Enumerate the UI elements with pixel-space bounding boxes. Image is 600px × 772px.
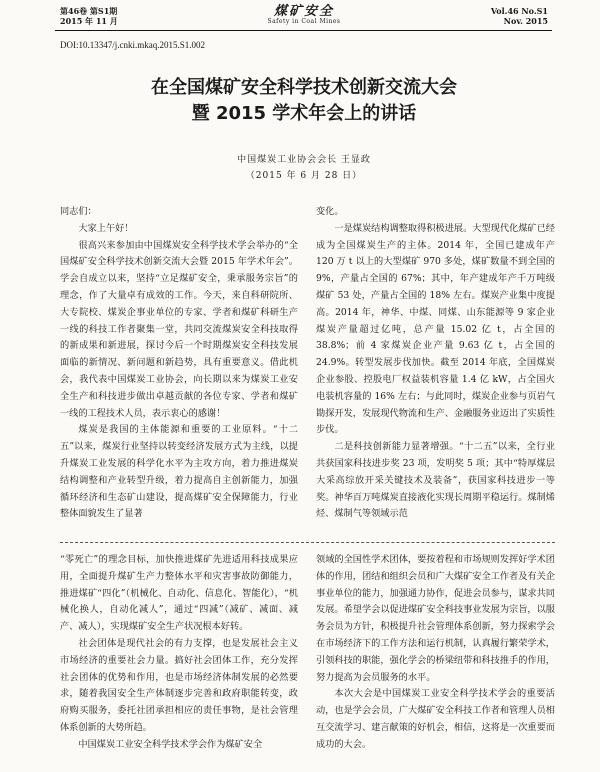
speech-date: （2015 年 6 月 28 日）	[245, 171, 363, 181]
paragraph: “零死亡”的理念目标，加快推进煤矿先进适用科技成果应用，全面提升煤矿生产力整体水平和灾害事故防御能力，推进煤矿“四化”（机械化、自动化、信息化、智能化），“机械化换人，自动化减人”，通过“四减”（减矿、减面、减产、减人），实现煤矿安全生产状况根本好转。	[60, 554, 298, 633]
body-column-bottom-right	[316, 552, 555, 754]
journal-english-name: Safety in Coal Mines	[267, 18, 341, 25]
author-line: 中国煤炭工业协会会长 王显政	[237, 155, 371, 165]
paragraph: 社会团体是现代社会的有力支撑，也是发展社会主义市场经济的重要社会力量。搞好社会团体工作，充分发挥社会团体的优势和作用，也是市场经济体制发展的必然要求，随着我国安全生产体制逐步完善和政府职能转变，政府购买服务，委托社团承担相应的责任事物，是社会管理体系创新的大势所趋。	[60, 637, 298, 733]
volume-issue-english: Vol.46 No.S1	[490, 6, 548, 16]
journal-header	[60, 6, 548, 28]
paragraph: 本次大会是中国煤炭工业安全科学技术学会的重要活动，也是学会会员，广大煤矿安全科技工作者和管理人员相互交流学习、建言献策的好机会，相信，这将是一次重要而成功的大会。	[316, 688, 555, 750]
salutation: 同志们：	[60, 206, 97, 217]
issue-info	[60, 6, 118, 26]
journal-name: 煤矿安全	[273, 4, 334, 19]
section-divider	[60, 542, 555, 543]
paragraph: 变化。	[316, 206, 344, 217]
doi: DOI:10.13347/j.cnki.mkaq.2015.S1.002	[60, 40, 205, 50]
paragraph: 中国煤炭工业安全科学技术学会作为煤矿安全	[78, 738, 263, 750]
body-column-top-left	[60, 204, 298, 523]
volume-issue: 第46卷 第S1期	[60, 6, 118, 16]
article-title-line-1: 在全国煤矿安全科学技术创新交流大会	[151, 77, 457, 98]
paragraph: 很高兴来参加由中国煤炭安全科学技术学会举办的“全国煤矿安全科学技术创新交流大会暨 2015 年学术年会”。学会自成立以来，坚持“立足煤矿安全，秉承服务宗旨”的理念，作了大量卓有成效的工作。今天，来自科研院所、大专院校、煤炭企事业单位的专家、学者和煤矿科研生产一线的科技工作者聚集一堂，共同交流煤炭安全科技取得的新成果和新进展，探讨今后一个时期煤炭安全科技发展面临的新情况、新问题和新趋势，具有重要意义。借此机会，我代表中国煤炭工业协会，向长期以来为煤炭工业安全生产和科技进步做出卓越贡献的各位专家、学者和煤矿一线的工程技术人员，表示衷心的感谢！	[60, 239, 298, 419]
paragraph: 一是煤炭结构调整取得积极进展。大型现代化煤矿已经成为全国煤炭生产的主体。2014 年，全国已建成年产 120 万 t 以上的大型煤矿 970 多处，煤矿数量不到全国的 9%，产量占全国的 67%；其中，年产建成年产千万吨级煤矿 53 处，产量占全国的 18% 左右。煤炭产业集中度提高。2014 年，神华、中煤、同煤、山东能源等 9 家企业煤炭产量超过亿吨，总产量 15.02 亿 t，占全国的 38.8%；前 4 家煤炭企业产量 9.63 亿 t，占全国的 24.9%。转型发展步伐加快。截至 2014 年底，全国煤炭企业参股、控股电厂权益装机容量 1.4 亿 kW，占全国火电装机容量的 16% 左右；与此同时，煤炭企业参与页岩气勘探开发，发展现代物流和生产、金融服务业迈出了实质性步伐。	[316, 222, 555, 436]
issue-info-english	[491, 6, 548, 26]
issue-date-english: Nov. 2015	[503, 16, 548, 26]
paragraph: 大家上午好！	[78, 222, 134, 234]
header-rule	[55, 30, 552, 31]
body-column-bottom-left	[60, 552, 298, 754]
paragraph: 领域的全国性学术团体，要按着程和市场规则发挥好学术团体的作用，团结和组织会员和广大煤矿安全工作者及有关企事业单位的能力，加强通力协作，促进会员参与，谋求共同发展。希望学会以促进煤矿安全科技事业发展为宗旨，以服务会员为方针，积极提升社会管理体系创新，努力探索学会在市场经济下的工作方法和运行机制，认真履行繁荣学术，引领科技的职能，强化学会的桥梁纽带和科技推手的作用，努力提高为会员服务的水平。	[316, 554, 555, 683]
article-title-line-2: 暨 2015 学术年会上的讲话	[191, 103, 417, 124]
issue-date: 2015 年 11 月	[60, 16, 118, 26]
paragraph: 二是科技创新能力显著增强。“十二五”以来，全行业共获国家科技进步奖 23 项，发明奖 5 项；其中“特厚煤层大采高综放开采关键技术及装备”，获国家科技进步一等奖。神华百万吨煤炭直接液化实现长周期平稳运行。煤制烯烃、煤制气等领域示范	[316, 441, 555, 520]
journal-logo	[267, 6, 340, 26]
body-column-top-right	[316, 204, 555, 523]
paragraph: 煤炭是我国的主体能源和重要的工业原料。“十二五”以来，煤炭行业坚持以转变经济发展方式为主线，以提升煤炭工业发展的科学化水平为主攻方向，着力推进煤炭结构调整和产业转型升级，着力提高自主创新能力，加强循环经济和生态矿山建设，提高煤矿安全保障能力，行业整体面貌发生了显著	[60, 424, 298, 520]
